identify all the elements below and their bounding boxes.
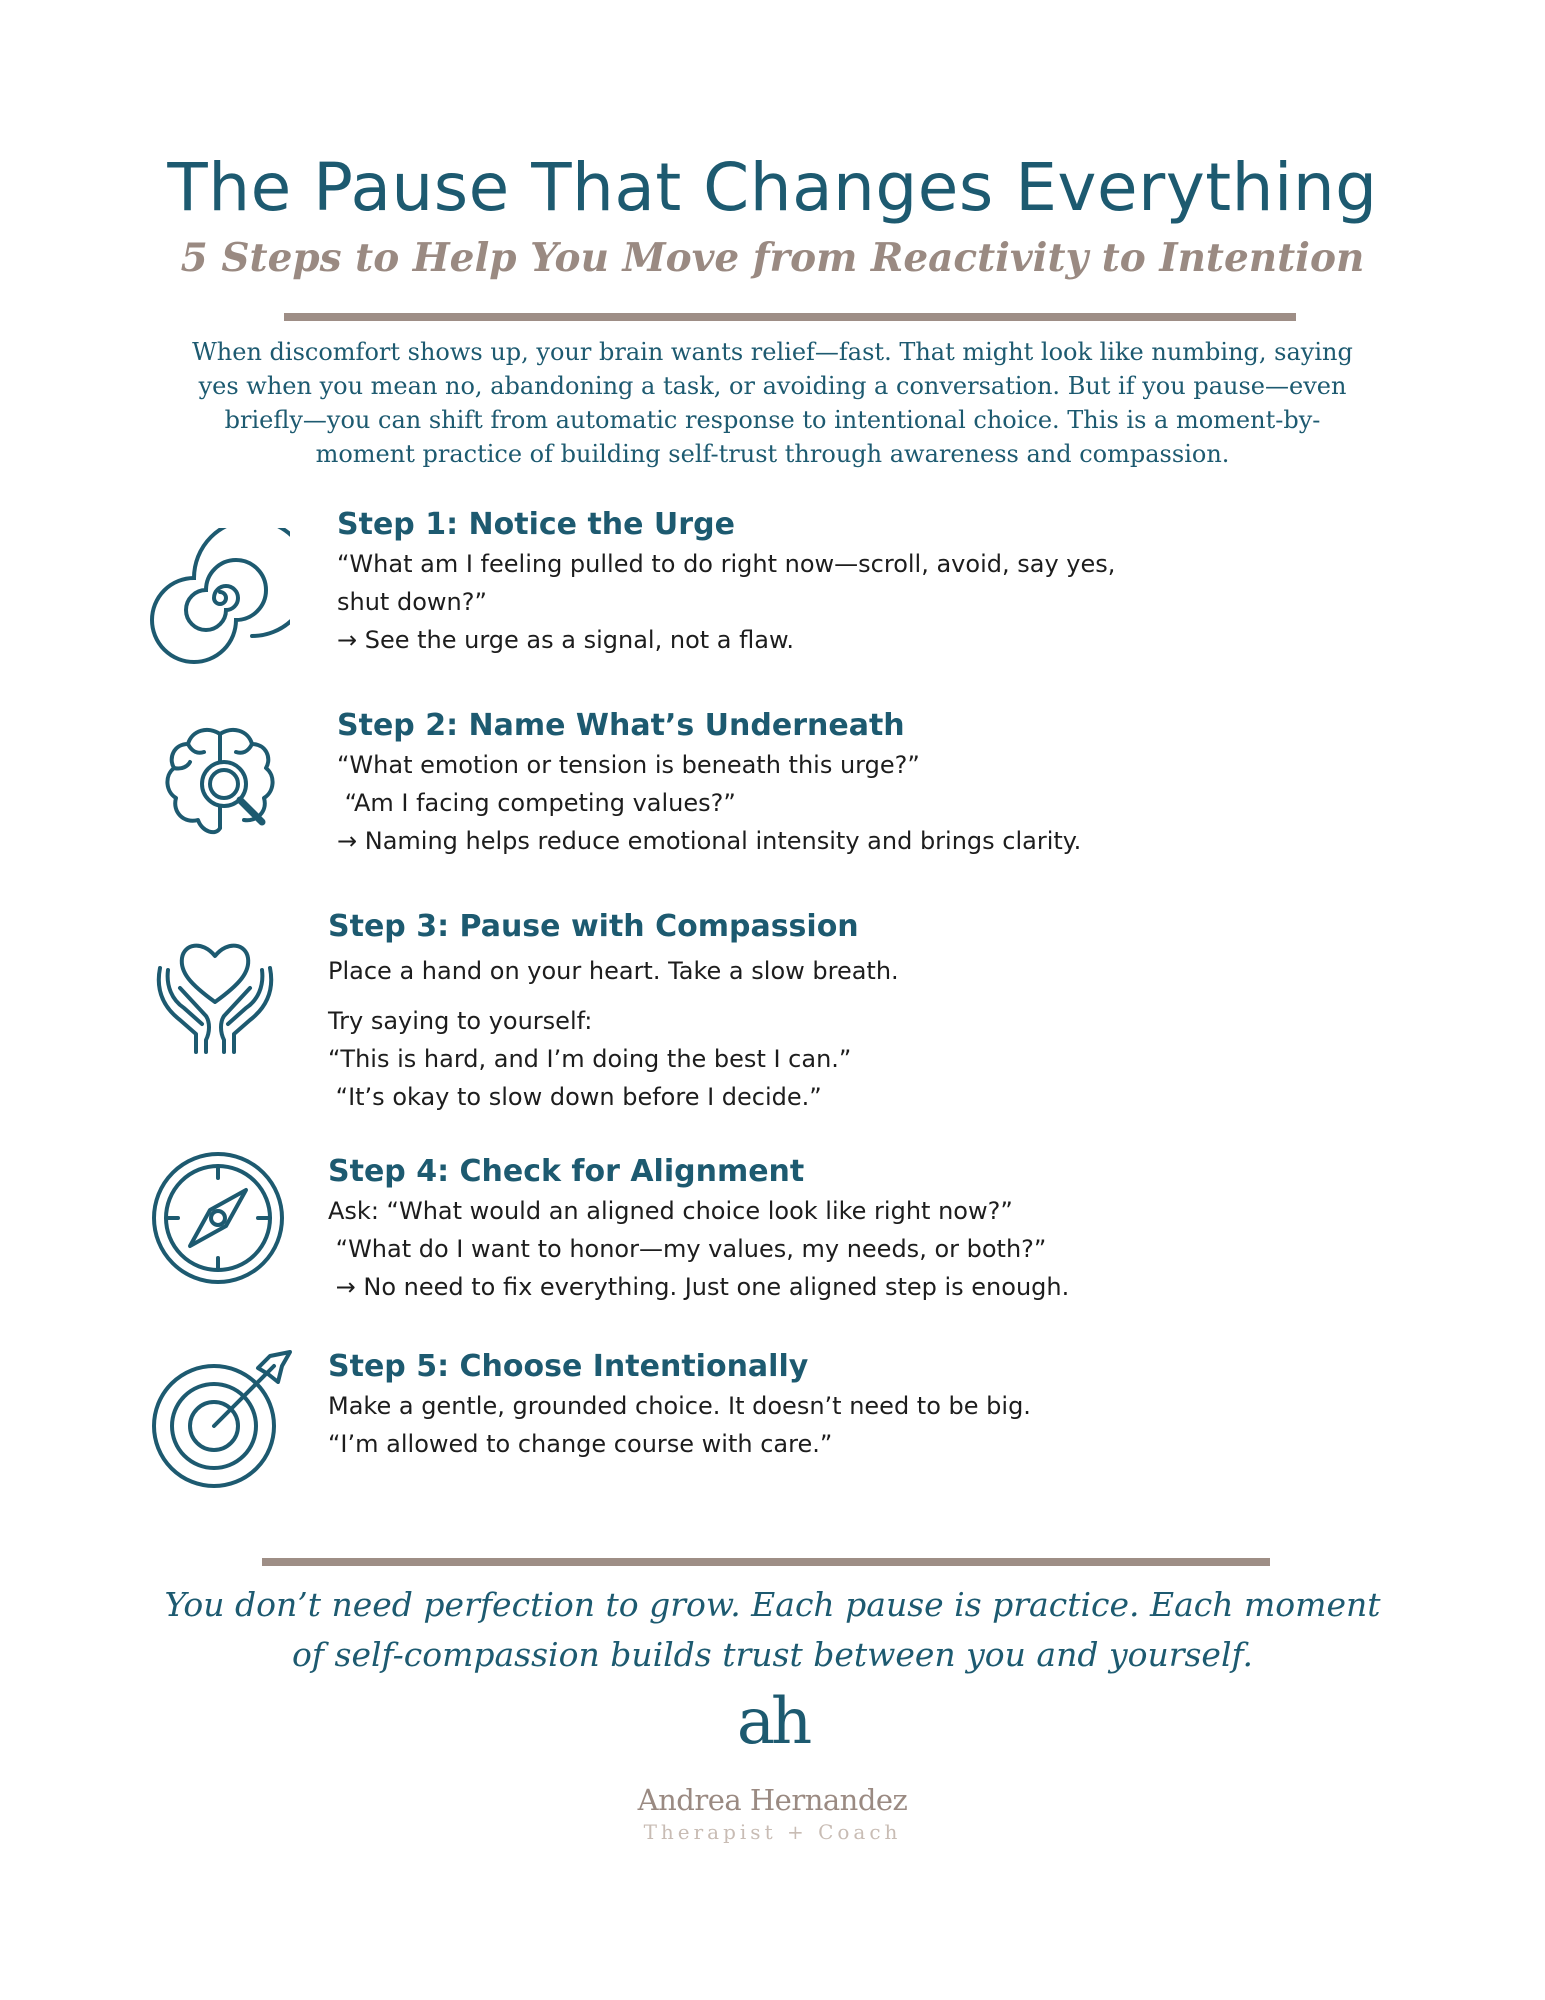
step-line: “It’s okay to slow down before I decide.” xyxy=(328,1083,822,1111)
compass-icon xyxy=(150,1150,286,1286)
target-arrow-icon xyxy=(150,1346,300,1496)
brain-magnifier-icon xyxy=(158,722,282,846)
step-heading: Step 1: Notice the Urge xyxy=(337,507,735,542)
step-line: → Naming helps reduce emotional intensity and brings clarity. xyxy=(337,827,1082,855)
step-heading: Step 2: Name What’s Underneath xyxy=(337,708,905,743)
step-line: → No need to fix everything. Just one aligned step is enough. xyxy=(328,1273,1070,1301)
spiral-icon xyxy=(150,528,290,668)
intro-line: briefly—you can shift from automatic response to intentional choice. This is a moment-by- xyxy=(224,406,1321,434)
intro-line: moment practice of building self-trust through awareness and compassion. xyxy=(315,440,1230,468)
divider-bottom xyxy=(262,1558,1270,1566)
step-line: “What am I feeling pulled to do right now—scroll, avoid, say yes, xyxy=(337,550,1116,578)
step-line: “I’m allowed to change course with care.” xyxy=(328,1430,833,1458)
step-4 xyxy=(328,1152,1278,1306)
step-1 xyxy=(337,505,1287,659)
step-2 xyxy=(337,706,1287,860)
step-line: Ask: “What would an aligned choice look like right now?” xyxy=(328,1197,1013,1225)
step-line: shut down?” xyxy=(337,588,487,616)
closing-line: You don’t need perfection to grow. Each pause is practice. Each moment xyxy=(164,1585,1381,1624)
step-line: “What emotion or tension is beneath this urge?” xyxy=(337,751,920,779)
logo-name: Andrea Hernandez xyxy=(637,1783,908,1817)
closing-line: of self-compassion builds trust between you and yourself. xyxy=(291,1635,1254,1674)
closing-message xyxy=(0,1580,1545,1680)
step-heading: Step 3: Pause with Compassion xyxy=(328,909,859,944)
step-heading: Step 4: Check for Alignment xyxy=(328,1154,805,1189)
step-3 xyxy=(328,907,1278,1116)
intro-line: When discomfort shows up, your brain wants relief—fast. That might look like numbing, saying xyxy=(192,338,1353,366)
step-5 xyxy=(328,1347,1278,1463)
step-line: “What do I want to honor—my values, my needs, or both?” xyxy=(328,1235,1047,1263)
heart-hands-icon xyxy=(150,928,280,1058)
logo-tagline: Therapist + Coach xyxy=(643,1820,902,1844)
page-subtitle: 5 Steps to Help You Move from Reactivity to Intention xyxy=(180,235,1365,281)
page-title: The Pause That Changes Everything xyxy=(167,149,1378,226)
step-line: “Am I facing competing values?” xyxy=(337,789,736,817)
step-line: Place a hand on your heart. Take a slow breath. xyxy=(328,957,899,985)
intro-line: yes when you mean no, abandoning a task, or avoiding a conversation. But if you pause—even xyxy=(198,372,1347,400)
logo-monogram: ah xyxy=(736,1685,809,1759)
intro-paragraph xyxy=(165,335,1380,471)
step-line: Try saying to yourself: xyxy=(328,1007,593,1035)
step-line: Make a gentle, grounded choice. It doesn’t need to be big. xyxy=(328,1392,1031,1420)
step-line: “This is hard, and I’m doing the best I can.” xyxy=(328,1045,852,1073)
step-line: → See the urge as a signal, not a flaw. xyxy=(337,626,795,654)
divider-top xyxy=(284,313,1296,321)
step-heading: Step 5: Choose Intentionally xyxy=(328,1349,809,1384)
